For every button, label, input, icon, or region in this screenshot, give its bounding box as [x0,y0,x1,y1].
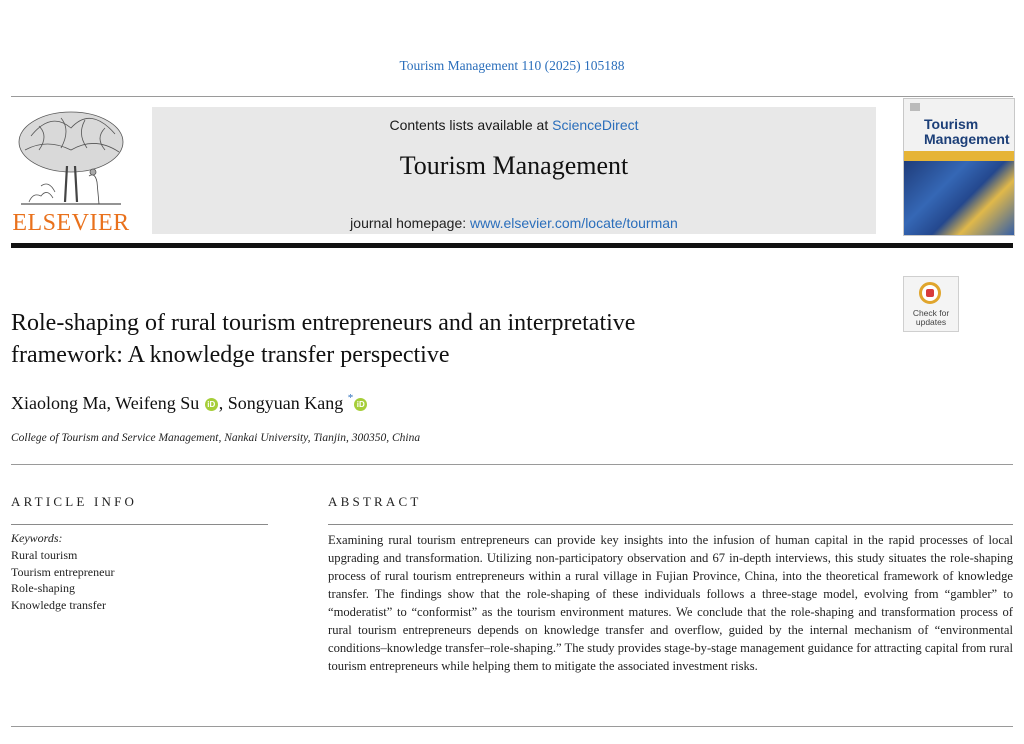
sciencedirect-link[interactable]: ScienceDirect [552,117,639,133]
cover-title [924,117,1010,147]
journal-title: Tourism Management [399,151,629,180]
check-for-updates-label [904,309,958,327]
elsevier-wordmark: ELSEVIER [12,210,130,236]
article-info-heading: ARTICLE INFO [11,494,138,509]
author-name[interactable]: Weifeng Su [115,393,200,413]
bookmark-icon [926,289,934,297]
abstract-body: Examining rural tourism entrepreneurs can provide key insights into the infusion of human capital in the rapid processes of local upgrading and transformation. Utilizing non-participatory observation and 67 in-depth interviews, this study situates the role-shaping process of rural tourism entrepreneurs within a rural village in Fujian Province, China, into the theoretical framework of knowledge transfer. The findings show that the role-shaping of these individuals follows a three-stage model, evolving from “gambler” to “moderatist” to “conformist” as the tourism environment matures. We conclude that the role-shaping and transformation process of rural tourism entrepreneurs depends on knowledge transfer and overflow, guided by the internal mechanism of “environmental conditions–knowledge transfer–role-shaping.” The study provides stage-by-stage management guidance for attracting capital from rural tourism entrepreneurs while helping them to mitigate the associated investment risks. [328,533,1013,673]
section-divider [11,464,1013,465]
author-name[interactable]: Songyuan Kang [227,393,344,413]
author-separator: , [218,393,228,413]
header-thick-rule [11,243,1013,248]
contents-availability-line [152,117,876,133]
corresponding-author-mark[interactable]: * [347,392,354,404]
keyword-item: Tourism entrepreneur [11,564,115,579]
keywords-list [11,547,114,613]
journal-masthead [152,107,876,234]
abstract-rule [328,524,1013,525]
cover-title-line2: Management [924,131,1010,147]
author-list [11,392,368,414]
cover-title-line1: Tourism [924,116,979,132]
homepage-prefix: journal homepage: [350,215,471,231]
check-label-line2: updates [915,317,947,327]
abstract-bottom-rule [11,726,1013,727]
keyword-item: Rural tourism [11,548,78,562]
keyword-item: Role-shaping [11,581,75,596]
journal-homepage-link[interactable]: www.elsevier.com/locate/tourman [470,215,678,231]
cover-publisher-mark [910,103,920,111]
journal-homepage-line [152,215,876,231]
journal-cover-thumbnail[interactable] [903,98,1015,236]
check-label-line1: Check for [912,308,950,318]
article-title-line1: Role-shaping of rural tourism entrepreneurs and an interpretative [11,310,636,336]
orcid-icon[interactable]: iD [205,398,218,411]
abstract-heading: ABSTRACT [328,494,422,509]
orcid-icon[interactable]: iD [354,398,367,411]
cover-photo [904,161,1014,235]
journal-citation-link[interactable]: Tourism Management 110 (2025) 105188 [399,58,625,73]
article-info-rule [11,524,268,525]
keywords-label: Keywords: [11,531,63,545]
author-affiliation: College of Tourism and Service Management, Nankai University, Tianjin, 300350, China [11,432,421,444]
article-title [11,307,891,371]
author-separator: , [106,393,116,413]
header-top-rule [11,96,1013,97]
contents-prefix: Contents lists available at [389,117,553,133]
cover-color-band [904,151,1014,161]
keyword-item: Knowledge transfer [11,597,106,612]
article-title-line2: framework: A knowledge transfer perspective [11,342,450,368]
check-for-updates-button[interactable] [903,276,959,332]
check-for-updates-icon [919,282,941,304]
author-name[interactable]: Xiaolong Ma [11,393,107,413]
